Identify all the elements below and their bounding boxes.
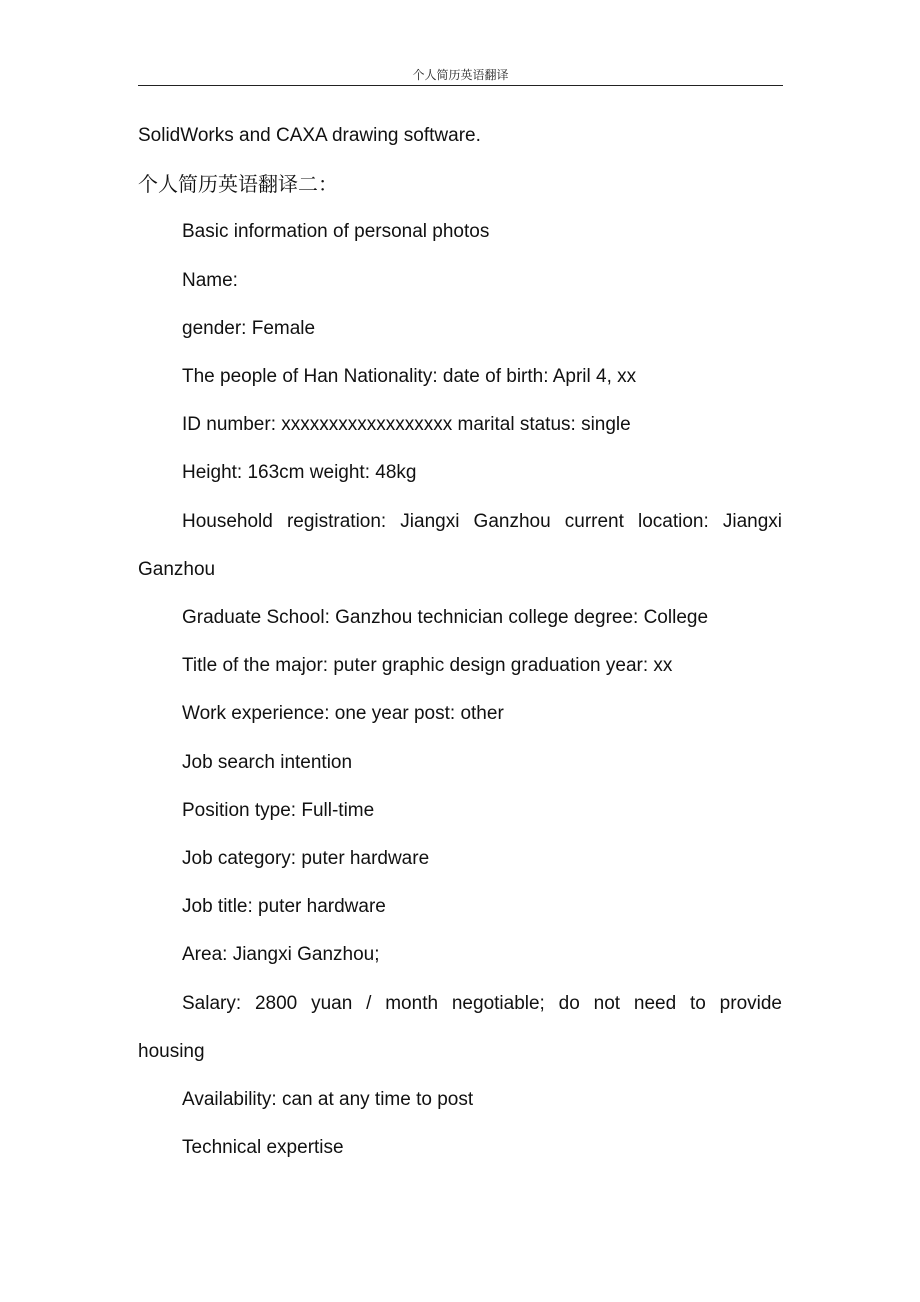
area-line: Area: Jiangxi Ganzhou; bbox=[182, 944, 380, 966]
major-line: Title of the major: puter graphic design graduation year: xx bbox=[182, 655, 673, 677]
work-experience-line: Work experience: one year post: other bbox=[182, 703, 504, 725]
household-line-1: Household registration: Jiangxi Ganzhou current location: Jiangxi bbox=[182, 510, 782, 532]
intro-line: SolidWorks and CAXA drawing software. bbox=[138, 125, 481, 146]
section-heading: 个人简历英语翻译二： bbox=[138, 172, 338, 197]
basic-info-title: Basic information of personal photos bbox=[182, 221, 490, 243]
gender-line: gender: Female bbox=[182, 317, 316, 339]
job-title-line: Job title: puter hardware bbox=[182, 896, 386, 918]
header-divider bbox=[138, 85, 783, 86]
job-category-line: Job category: puter hardware bbox=[182, 848, 430, 870]
name-line: Name: bbox=[182, 269, 238, 291]
page-header-title: 个人简历英语翻译 bbox=[412, 68, 509, 82]
id-marital-line: ID number: xxxxxxxxxxxxxxxxxx marital status: single bbox=[182, 414, 631, 436]
nationality-birth-line: The people of Han Nationality: date of birth: April 4, xx bbox=[182, 366, 637, 388]
document-body bbox=[138, 112, 782, 1172]
availability-line: Availability: can at any time to post bbox=[182, 1089, 474, 1111]
graduate-school-line: Graduate School: Ganzhou technician college degree: College bbox=[182, 607, 709, 629]
job-intention-line: Job search intention bbox=[182, 751, 353, 773]
technical-expertise-line: Technical expertise bbox=[182, 1137, 344, 1159]
position-type-line: Position type: Full-time bbox=[182, 799, 375, 821]
salary-line-2: housing bbox=[138, 1040, 205, 1062]
salary-line-1: Salary: 2800 yuan / month negotiable; do not need to provide bbox=[182, 992, 782, 1014]
household-line-2: Ganzhou bbox=[138, 558, 216, 580]
height-weight-line: Height: 163cm weight: 48kg bbox=[182, 462, 417, 484]
